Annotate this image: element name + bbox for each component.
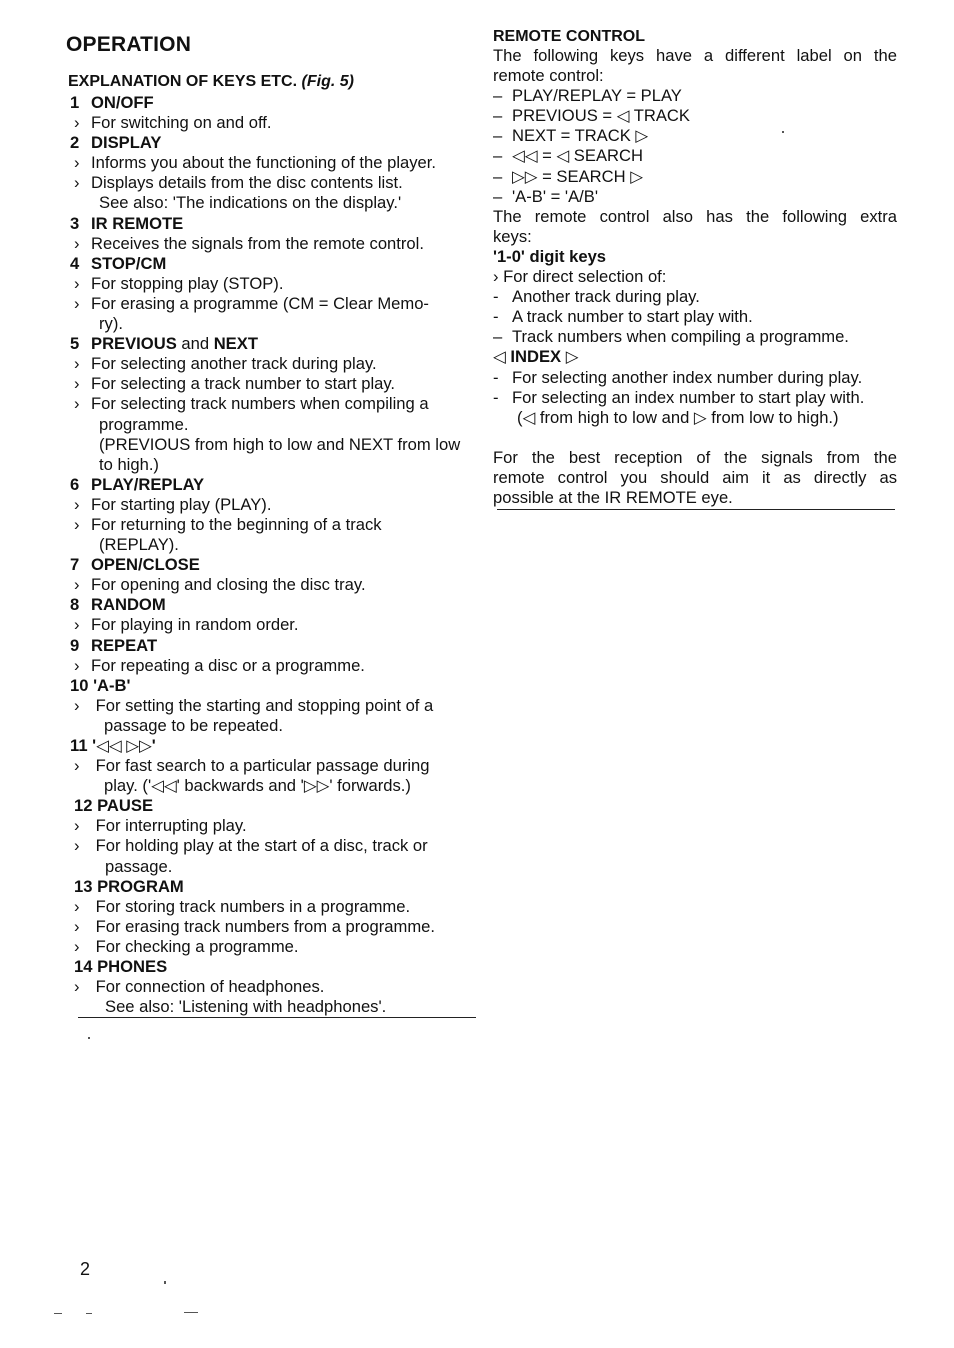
intro-line: The following keys have a different label on the xyxy=(493,46,897,65)
key-10-line: passage to be repeated. xyxy=(104,715,283,735)
key-heading-4: 4 STOP/CM xyxy=(70,253,167,273)
digit-item: - Another track during play. xyxy=(493,287,700,307)
key-11-line: › For fast search to a particular passage during xyxy=(74,756,430,776)
key-5-line: (PREVIOUS from high to low and NEXT from low xyxy=(99,434,461,454)
key-13-line: › For erasing track numbers from a programme. xyxy=(74,916,435,936)
keys-list xyxy=(70,93,480,1017)
key-heading-7: 7 OPEN/CLOSE xyxy=(70,555,200,575)
digit-keys-title: '1-0' digit keys xyxy=(493,246,607,266)
key-heading-11: 11 '◁◁ ▷▷' xyxy=(70,736,156,755)
digit-item: – Track numbers when compiling a programme. xyxy=(493,327,849,347)
left-column-rule xyxy=(78,1017,476,1018)
key-4-line: › For erasing a programme (CM = Clear Memo- xyxy=(74,293,429,313)
key-6-line: › For starting play (PLAY). xyxy=(74,494,272,514)
scan-speck xyxy=(782,131,784,133)
key-heading-10: 10 'A-B' xyxy=(70,675,131,695)
scan-speck xyxy=(86,1313,92,1314)
key-12-line: passage. xyxy=(105,856,173,876)
key-4-line: › For stopping play (STOP). xyxy=(74,273,284,293)
right-column-rule xyxy=(497,509,895,510)
page-number: 2 xyxy=(80,1259,91,1279)
key-heading-13: 13 PROGRAM xyxy=(74,876,184,896)
section-subheading xyxy=(68,73,354,91)
key-heading-14: 14 PHONES xyxy=(74,957,168,977)
key-heading-9: 9 REPEAT xyxy=(70,635,158,655)
key-heading-6: 6 PLAY/REPLAY xyxy=(70,474,205,494)
key-heading-1: 1 ON/OFF xyxy=(70,93,154,112)
subheading-text: EXPLANATION OF KEYS ETC. xyxy=(68,73,298,90)
scan-speck xyxy=(54,1313,62,1314)
index-keys-title: ◁ INDEX ▷ xyxy=(493,347,579,367)
key-14-line: See also: 'Listening with headphones'. xyxy=(105,997,387,1017)
key-6-line: (REPLAY). xyxy=(99,535,179,555)
key-heading-8: 8 RANDOM xyxy=(70,595,166,615)
key-heading-2: 2 DISPLAY xyxy=(70,133,162,153)
extra-intro-line: keys: xyxy=(493,226,532,246)
key-heading-3: 3 IR REMOTE xyxy=(70,213,184,233)
key-10-line: › For setting the starting and stopping point of a xyxy=(74,695,434,715)
figure-reference: (Fig. 5) xyxy=(301,73,354,90)
mapping-item: – PLAY/REPLAY = PLAY xyxy=(493,86,682,106)
digit-item: - A track number to start play with. xyxy=(493,307,753,327)
key-heading-12: 12 PAUSE xyxy=(74,796,154,816)
key-5-line: to high.) xyxy=(99,454,159,474)
index-item: - For selecting an index number to start play with. xyxy=(493,387,865,407)
key-12-line: › For holding play at the start of a disc, track or xyxy=(74,836,428,856)
index-note: (◁ from high to low and ▷ from low to high.) xyxy=(517,407,839,427)
key-13-line: › For storing track numbers in a programme. xyxy=(74,896,411,916)
key-13-line: › For checking a programme. xyxy=(74,936,299,956)
key-7-line: › For opening and closing the disc tray. xyxy=(74,575,366,595)
key-5-line: › For selecting another track during play. xyxy=(74,354,377,374)
remote-control-body xyxy=(493,46,897,508)
page-heading: OPERATION xyxy=(66,33,192,56)
closing-line: For the best reception of the signals from the xyxy=(493,447,897,467)
scan-speck xyxy=(88,1037,90,1039)
mapping-item: – ▷▷ = SEARCH ▷ xyxy=(493,166,643,186)
extra-intro-line: The remote control also has the following extra xyxy=(493,206,897,226)
key-heading-5: 5 PREVIOUS and NEXT xyxy=(70,334,258,354)
key-14-line: › For connection of headphones. xyxy=(74,977,325,997)
key-2-line: › Informs you about the functioning of the player. xyxy=(74,153,437,173)
key-1-line: › For switching on and off. xyxy=(74,113,272,133)
mapping-item: – NEXT = TRACK ▷ xyxy=(493,126,649,146)
key-5-line: › For selecting a track number to start play. xyxy=(74,374,396,394)
closing-line: possible at the IR REMOTE eye. xyxy=(493,487,733,507)
key-2-line: › Displays details from the disc contents list. xyxy=(74,173,403,193)
key-6-line: › For returning to the beginning of a track xyxy=(74,514,382,534)
closing-line: remote control you should aim it as directly as xyxy=(493,467,897,487)
remote-control-title: REMOTE CONTROL xyxy=(493,28,645,45)
mapping-item: – 'A-B' = 'A/B' xyxy=(493,186,598,206)
key-5-line: programme. xyxy=(99,414,189,434)
key-8-line: › For playing in random order. xyxy=(74,615,299,635)
key-5-line: › For selecting track numbers when compiling a xyxy=(74,394,429,414)
mapping-item: – PREVIOUS = ◁ TRACK xyxy=(493,106,690,126)
key-12-line: › For interrupting play. xyxy=(74,816,247,836)
scan-speck xyxy=(184,1312,198,1313)
key-4-line: ry). xyxy=(99,314,123,334)
intro-line: remote control: xyxy=(493,66,604,86)
key-2-line: See also: 'The indications on the display.' xyxy=(99,193,402,213)
mapping-item: – ◁◁ = ◁ SEARCH xyxy=(493,146,643,166)
digit-keys-lead: › For direct selection of: xyxy=(493,267,667,287)
spacer xyxy=(493,428,897,448)
key-11-line: play. ('◁◁' backwards and '▷▷' forwards.) xyxy=(104,776,411,796)
key-3-line: › Receives the signals from the remote control. xyxy=(74,233,424,253)
key-9-line: › For repeating a disc or a programme. xyxy=(74,655,365,675)
index-item: - For selecting another index number during play. xyxy=(493,367,863,387)
scan-speck xyxy=(164,1281,166,1284)
